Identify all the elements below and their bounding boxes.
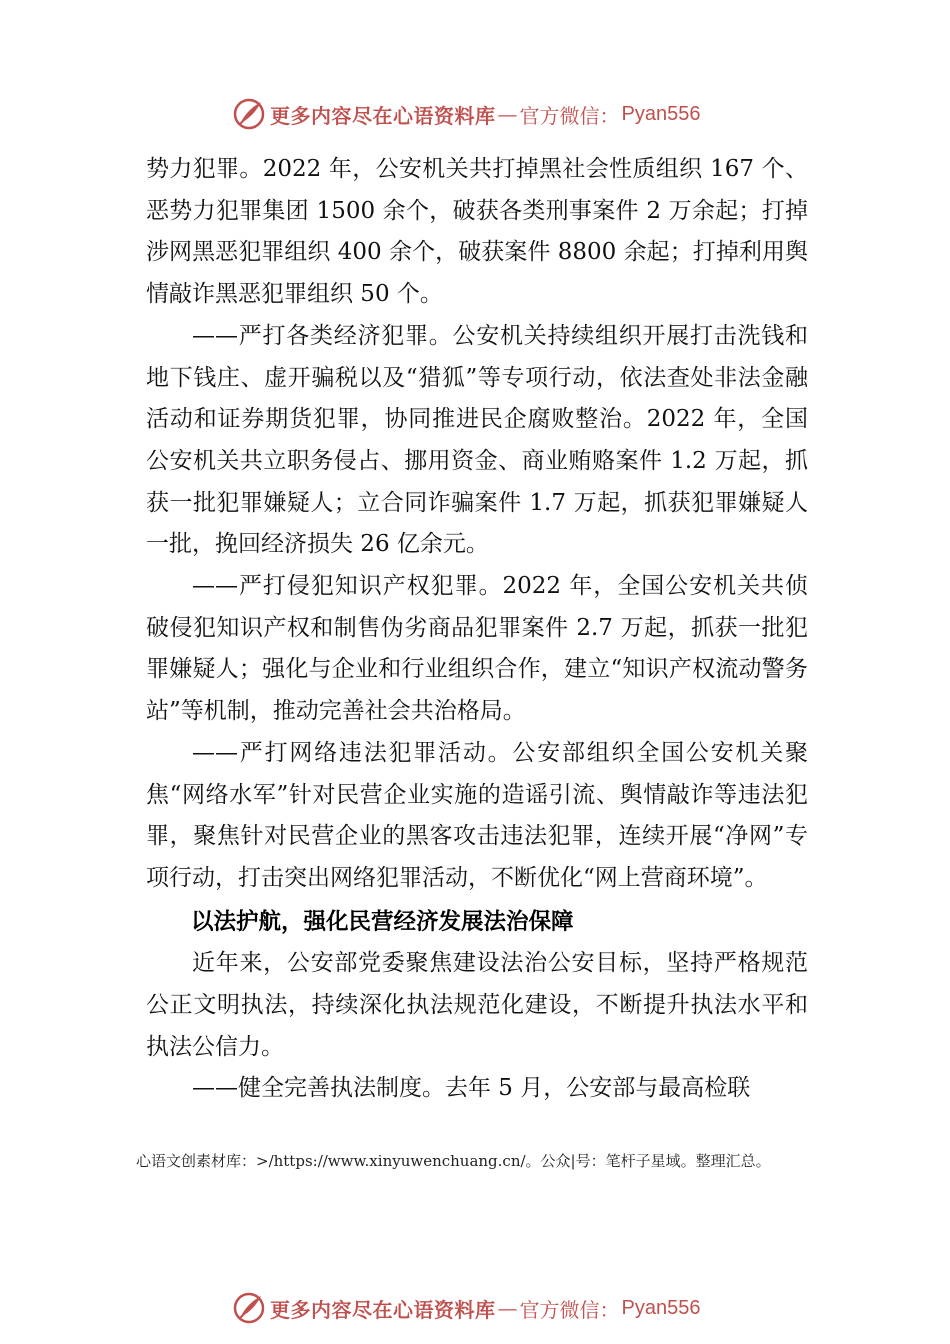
watermark-label: 官方微信： bbox=[519, 103, 620, 128]
paragraph-network-crime: ——严打网络违法犯罪活动。公安部组织全国公安机关聚焦“网络水军”针对民营企业实施的造谣引流、舆情敲诈等违法犯罪，聚焦针对民营企业的黑客攻击违法犯罪，连续开展“净网”专项行动，打击突出网络犯罪活动，不断优化“网上营商环境”。 bbox=[146, 739, 808, 891]
paragraph-enforcement-system: ——健全完善执法制度。去年 5 月，公安部与最高检联 bbox=[192, 1075, 751, 1102]
paragraph-economic-crime: ——严打各类经济犯罪。公安机关持续组织开展打击洗钱和地下钱庄、虚开骗税以及“猎狐”等专项行动，依法查处非法金融活动和证券期货犯罪，协同推进民企腐败整治。2022 年，全国公安机关共立职务侵占、挪用资金、商业贿赂案件 1.2 万起，抓获一批犯罪嫌疑人；立合同诈骗案件 1.7 万起，抓获犯罪嫌疑人一批，挽回经济损失 26 亿余元。 bbox=[146, 322, 808, 558]
watermark-id: Pyan556 bbox=[621, 1296, 701, 1319]
paragraph-continued: 势力犯罪。2022 年，公安机关共打掉黑社会性质组织 167 个、恶势力犯罪集团 1500 余个，破获各类刑事案件 2 万余起；打掉涉网黑恶犯罪组织 400 余个，破获案件 8800 余起；打掉利用舆情敲诈黑恶犯罪组织 50 个。 bbox=[146, 156, 808, 308]
paragraph-ip-crime: ——严打侵犯知识产权犯罪。2022 年，全国公安机关共侦破侵犯知识产权和制售伪劣商品犯罪案件 2.7 万起，抓获一批犯罪嫌疑人；强化与企业和行业组织合作，建立“知识产权流动警务站”等机制，推动完善社会共治格局。 bbox=[146, 573, 808, 725]
header-watermark bbox=[232, 96, 700, 132]
quill-logo-icon bbox=[232, 97, 266, 131]
footer-watermark bbox=[232, 1290, 700, 1326]
watermark-separator: — bbox=[497, 102, 518, 126]
watermark-text: 更多内容尽在心语资料库 bbox=[270, 103, 496, 128]
quill-logo-icon bbox=[232, 1291, 266, 1325]
watermark-id: Pyan556 bbox=[621, 102, 701, 125]
footer-source-note: 心语文创素材库：>/https://www.xinyuwenchuang.cn/。公众|号：笔杆子星域。整理汇总。 bbox=[136, 1152, 771, 1170]
watermark-text: 更多内容尽在心语资料库 bbox=[270, 1297, 496, 1322]
article-body bbox=[146, 149, 808, 1110]
watermark-label: 官方微信： bbox=[519, 1297, 620, 1322]
section-heading: 以法护航，强化民营经济发展法治保障 bbox=[191, 908, 574, 935]
watermark-separator: — bbox=[497, 1296, 518, 1320]
paragraph-law-enforcement: 近年来，公安部党委聚焦建设法治公安目标，坚持严格规范公正文明执法，持续深化执法规范化建设，不断提升执法水平和执法公信力。 bbox=[146, 950, 808, 1060]
